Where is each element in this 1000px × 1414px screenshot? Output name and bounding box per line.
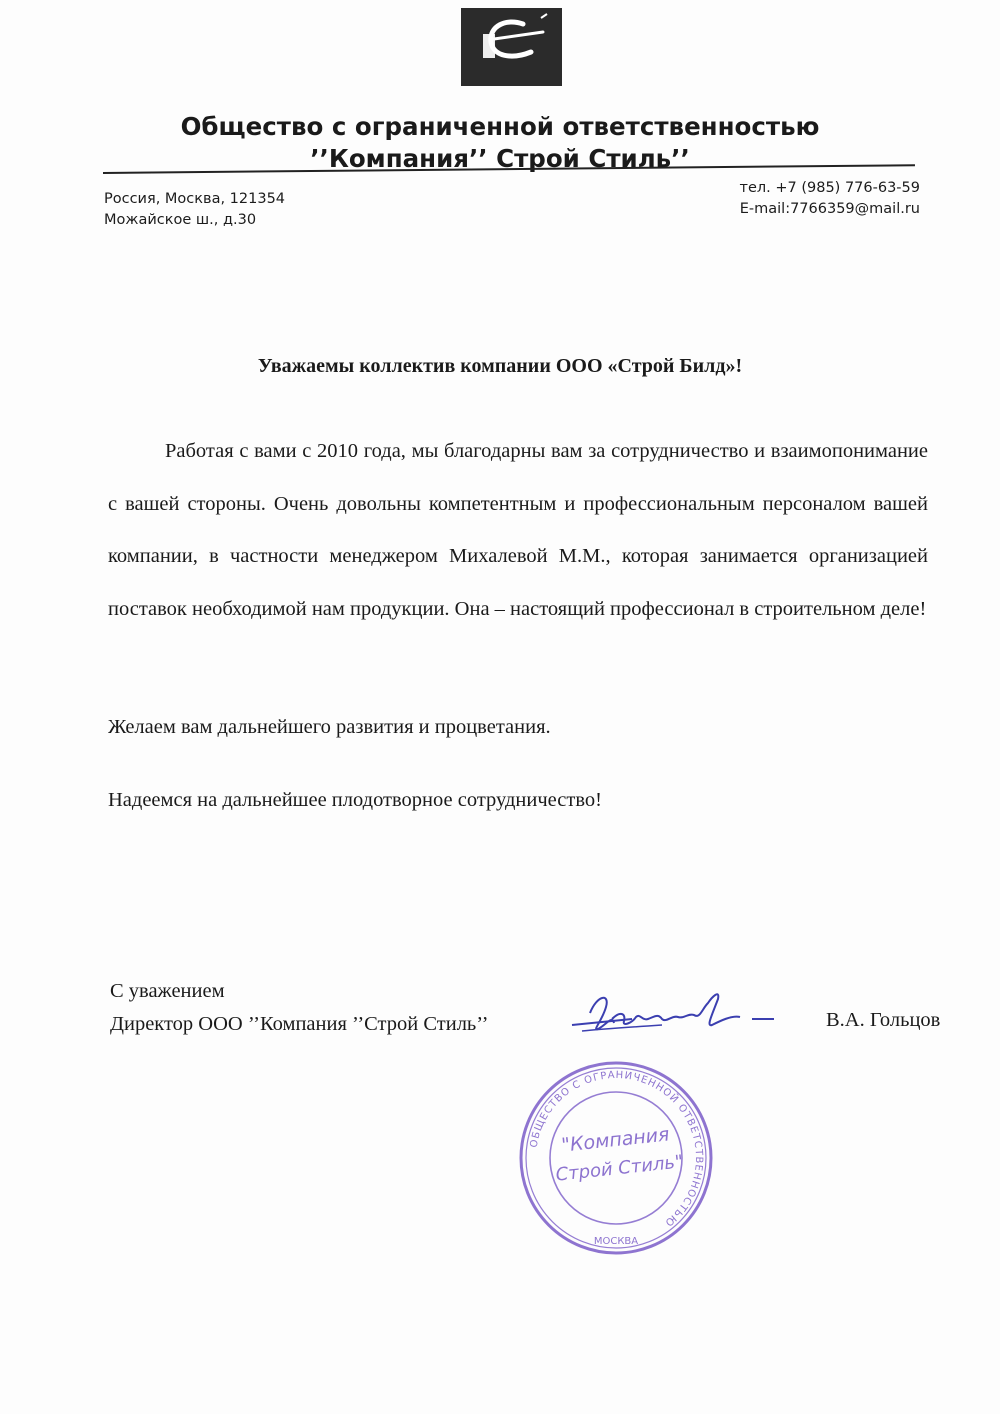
handwritten-signature [562,985,792,1050]
company-logo [461,8,562,86]
address-block [104,189,285,231]
closing-regards: С уважением [110,980,225,1002]
closing-position: Директор ООО ’’Компания ’’Строй Стиль’’ [110,1013,489,1035]
letter-paragraph: Работая с вами с 2010 года, мы благодарны вам за сотрудничество и взаимопонимание с вашей стороны. Очень довольны компетентным и профессиональным персоналом вашей компании, в частности менеджером Михалевой М.М., которая занимается организацией поставок необходимой нам продукции. Она – настоящий профессионал в строительном деле! [108,440,928,620]
stamp-center-line2: Строй Стиль" [554,1151,685,1186]
stamp-bottom-text: МОСКВА [593,1236,639,1247]
address-line2: Можайское ш., д.30 [104,212,257,228]
closing-signer: В.А. Гольцов [826,1009,941,1031]
logo-mark-icon [461,8,562,86]
letter-wish-1: Желаем вам дальнейшего развития и процветания. [108,716,551,738]
email-text: E-mail:7766359@mail.ru [739,201,920,217]
letter-wish-2: Надеемся на дальнейшее плодотворное сотрудничество! [108,789,602,811]
letter-greeting: Уважаемы коллектив компании ООО «Строй Билд»! [257,355,743,377]
address-line1: Россия, Москва, 121354 [104,191,286,207]
stamp-ring-text: ОБЩЕСТВО С ОГРАНИЧЕННОЙ ОТВЕТСТВЕННОСТЬЮ [528,1069,705,1229]
company-name-line2: ’’Компания’’ Строй Стиль’’ [310,144,690,173]
stamp-center-line1: "Компания [560,1123,671,1157]
company-name-line1: Общество с ограниченной ответственностью [180,112,820,141]
company-stamp [516,1058,716,1263]
contacts-block [740,178,920,220]
phone-text: тел. +7 (985) 776-63-59 [739,180,920,196]
